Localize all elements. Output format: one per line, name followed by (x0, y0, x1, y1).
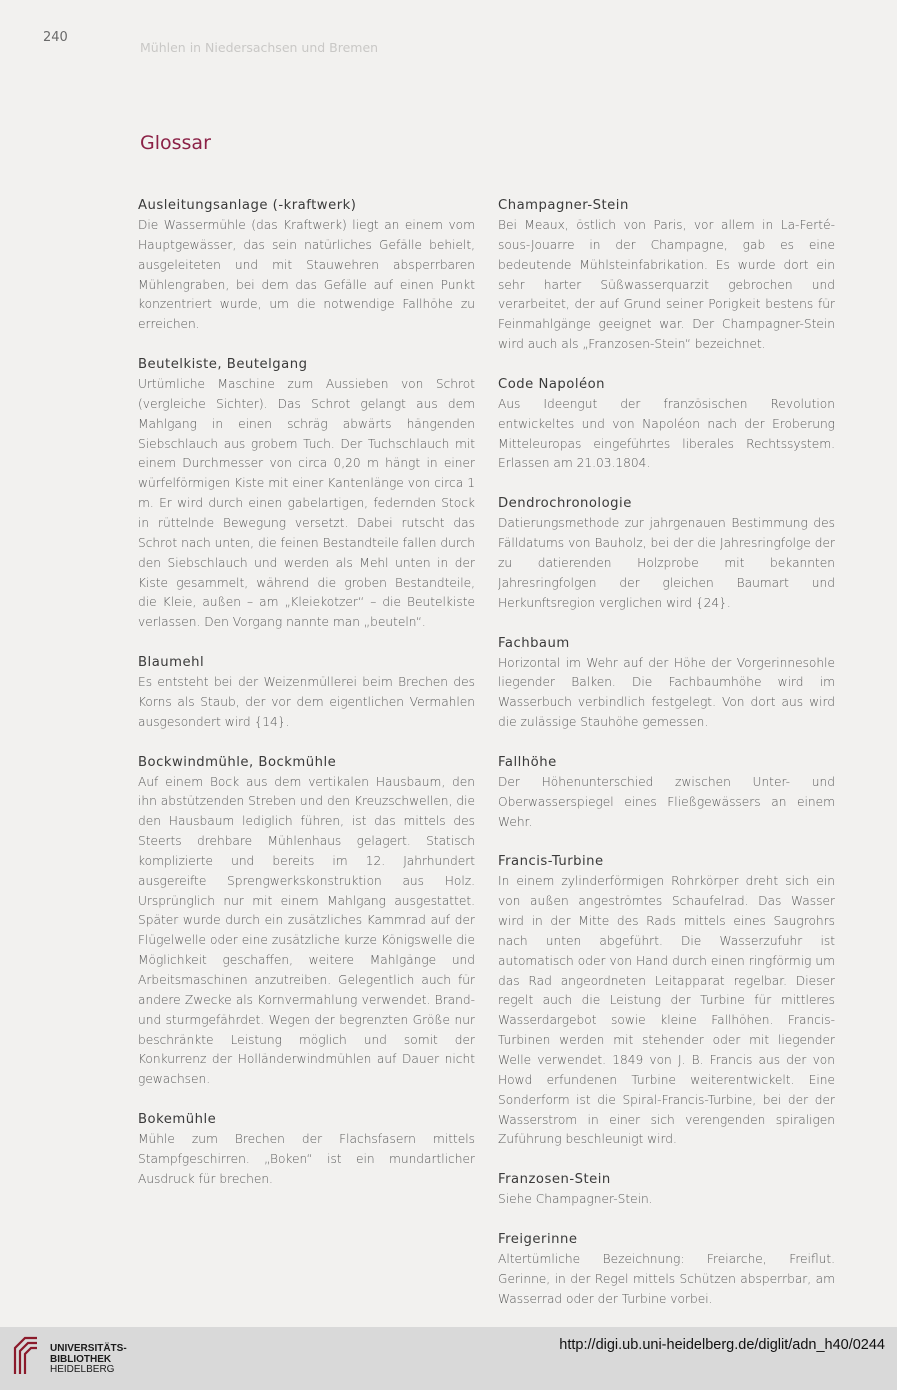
library-logo-text (50, 1344, 127, 1376)
glossary-term: Champagner-Stein (498, 198, 629, 213)
glossary-definition: Aus Ideengut der französischen Revolution entwickeltes und von Napoléon nach der Eroberung Mitteleuropas eingeführtes liberales Rechtssystem. Erlassen am 21.03.1804. (498, 396, 835, 471)
logo-line: HEIDELBERG (50, 1364, 115, 1375)
glossary-entry (498, 196, 835, 355)
glossary-term: Ausleitungsanlage (-kraftwerk) (138, 198, 357, 213)
logo-line: UNIVERSITÄTS- (50, 1343, 127, 1354)
glossary-definition: Siehe Champagner-Stein. (498, 1192, 653, 1207)
glossary-term: Dendrochronologie (498, 496, 632, 512)
running-head: Mühlen in Niedersachsen und Bremen (140, 40, 379, 55)
glossary-entry (138, 753, 475, 1091)
glossary-entry (498, 852, 835, 1150)
glossary-definition: In einem zylinderförmigen Rohrkörper dreht sich ein von außen angeströmtes Schaufelrad. Das Wasser wird in der Mitte des Rads mittels eines Saugrohrs nach unten abgeführt. Die Wasserzufuhr ist automatisch oder von Hand durch einen ringförmig um das Rad angeordneten Leitapparat regelbar. Dieser regelt auch die Leistung der Turbine für mittleres Wasserdargebot sowie kleine Fallhöhen. Francis-Turbinen werden mit stehender oder mit liegender Welle verwendet. 1849 von J. B. Francis aus der von Howd erfundenen Turbine weiterentwickelt. Eine Sonderform ist die Spiral-Francis-Turbine, bei der der Wasserstrom in einer sich verengenden spiraligen Zuführung beschleunigt wird. (498, 874, 835, 1147)
glossary-definition: Mühle zum Brechen der Flachsfasern mittels Stampfgeschirren. „Boken“ ist ein mundartlicher Ausdruck für brechen. (138, 1132, 475, 1186)
glossary-term: Bockwindmühle, Bockmühle (138, 754, 337, 770)
glossary-entry (498, 375, 835, 474)
glossary-entry (498, 634, 835, 733)
glossary-definition: Die Wassermühle (das Kraftwerk) liegt an einem vom Hauptgewässer, das sein natürliches Gefälle behielt, ausgeleiteten und mit Stauwehren absperrbaren Mühlengraben, bei dem das Gefälle auf einen Punkt konzentriert wurde, um die notwendige Fallhöhe zu erreichen. (138, 218, 475, 332)
glossary-definition: Altertümliche Bezeichnung: Freiarche, Freiflut. Gerinne, in der Regel mittels Schützen absperrbar, am Wasserrad oder der Turbine vorbei. (498, 1252, 835, 1306)
glossary-entry (498, 494, 835, 613)
glossary-definition: Es entsteht bei der Weizenmüllerei beim Brechen des Korns als Staub, der vor dem eigentlichen Vermahlen ausgesondert wird {14}. (138, 675, 475, 729)
glossary-term: Beutelkiste, Beutelgang (138, 357, 308, 373)
glossary-entry (138, 653, 475, 733)
logo-line: BIBLIOTHEK (50, 1353, 112, 1365)
glossary-term: Fallhöhe (498, 754, 557, 770)
glossary-left-column (138, 196, 475, 1210)
glossary-right-column (498, 196, 835, 1330)
library-logo-icon (11, 1334, 41, 1376)
glossary-definition: Datierungsmethode zur jahrgenauen Bestimmung des Fälldatums von Bauholz, bei der die Jahresringfolge der zu datierenden Holzprobe mit bekannten Jahresringfolgen der gleichen Baumart und Herkunftsregion verglichen wird {24}. (498, 516, 835, 610)
glossary-definition: Horizontal im Wehr auf der Höhe der Vorgerinnesohle liegender Balken. Die Fachbaumhöhe wird im Wasserbuch verbindlich festgelegt. Von dort aus wird die zulässige Stauhöhe gemessen. (498, 655, 835, 730)
glossary-definition: Urtümliche Maschine zum Aussieben von Schrot (vergleiche Sichter). Das Schrot gelangt aus dem Mahlgang in einen schräg abwärts hängenden Siebschlauch aus grobem Tuch. Der Tuchschlauch mit einem Durchmesser von circa 0,20 m hängt in einer würfelförmigen Kiste mit einer Kantenlänge von circa 1 m. Er wird durch einen gabelartigen, federnden Stock in rüttelnde Bewegung versetzt. Dabei rutscht das Schrot nach unten, die feinen Bestandteile fallen durch den Siebschlauch und werden als Mehl unten in der Kiste gesammelt, während die groben Bestandteile, die Kleie, außen – am „Kleiekotzer“ – die Beutelkiste verlassen. Den Vorgang nannte man „beuteln“. (138, 377, 475, 630)
glossary-entry (498, 1230, 835, 1310)
glossary-term: Bokemühle (138, 1112, 217, 1128)
glossary-entry (138, 1110, 475, 1190)
glossary-definition: Auf einem Bock aus dem vertikalen Hausbaum, den ihn abstützenden Streben und den Kreuzschwellen, die den Hausbaum lediglich führen, ist das mittels des Steerts drehbare Mühlenhaus gelagert. Statisch komplizierte und bereits im 12. Jahrhundert ausgereifte Sprengwerkskonstruktion aus Holz. Ursprünglich nur mit einem Mahlgang ausgestattet. Später wurde durch ein zusätzliches Kammrad auf der Flügelwelle oder eine zusätzliche kurze Königswelle die Möglichkeit geschaffen, weitere Mahlgänge und Arbeitsmaschinen anzutreiben. Gelegentlich auch für andere Zwecke als Kornvermahlung verwendet. Brand- und sturmgefährdet. Wegen der begrenzten Größe nur beschränkte Leistung möglich und somit der Konkurrenz der Holländerwindmühlen auf Dauer nicht gewachsen. (138, 774, 475, 1087)
source-url-link[interactable]: http://digi.ub.uni-heidelberg.de/diglit/adn_h40/0244 (559, 1337, 885, 1353)
section-title: Glossar (140, 132, 211, 154)
glossary-entry (138, 196, 475, 335)
glossary-term: Blaumehl (138, 655, 205, 671)
glossary-term: Francis-Turbine (498, 854, 604, 870)
glossary-entry (498, 1170, 835, 1210)
glossary-definition: Bei Meaux, östlich von Paris, vor allem in La-Ferté-sous-Jouarre in der Champagne, gab es eine bedeutende Mühlsteinfabrikation. Es wurde dort ein sehr harter Süßwasserquarzit gebrochen und verarbeitet, der auf Grund seiner Porigkeit bestens für Feinmahlgänge geeignet war. Der Champagner-Stein wird auch als „Franzosen-Stein“ bezeichnet. (498, 218, 835, 352)
glossary-term: Fachbaum (498, 635, 570, 651)
glossary-term: Franzosen-Stein (498, 1172, 611, 1188)
glossary-term: Code Napoléon (498, 376, 606, 392)
glossary-term: Freigerinne (498, 1232, 578, 1248)
glossary-definition: Der Höhenunterschied zwischen Unter- und Oberwasserspiegel eines Fließgewässers an einem Wehr. (498, 774, 835, 829)
glossary-entry (498, 753, 835, 833)
page-number: 240 (43, 30, 68, 45)
glossary-entry (138, 355, 475, 633)
